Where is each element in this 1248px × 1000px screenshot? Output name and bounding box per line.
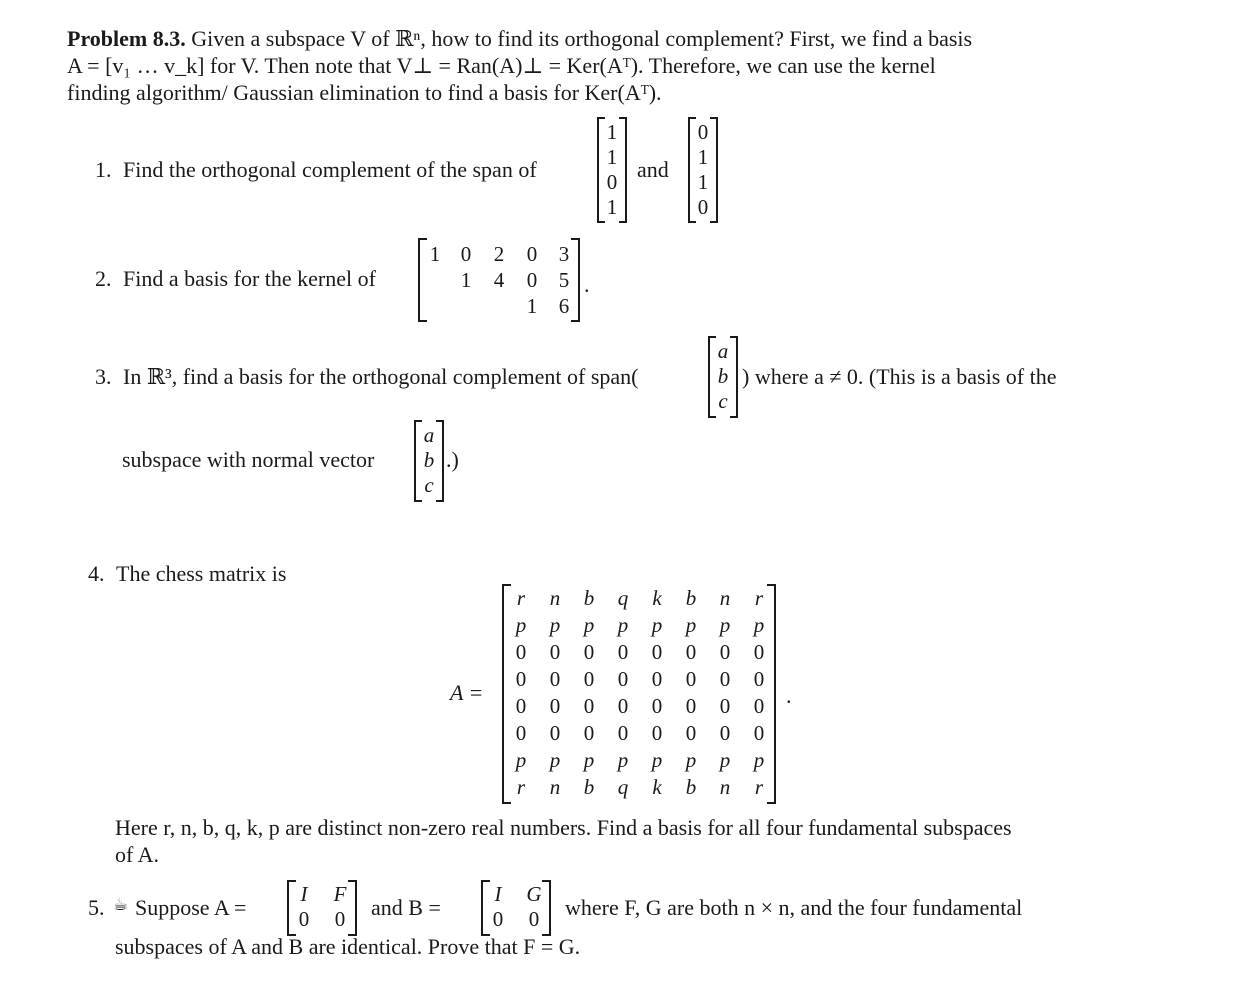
q2-number: 2. <box>95 266 112 291</box>
chess-matrix-cell: b <box>583 586 595 610</box>
chess-matrix-cell: 0 <box>719 694 731 718</box>
q2-cell: 2 <box>493 242 505 266</box>
q4-text: The chess matrix is <box>116 561 287 586</box>
chess-matrix-cell: 0 <box>753 694 765 718</box>
chess-matrix-cell: 0 <box>753 667 765 691</box>
q5-b-cell: G <box>526 882 542 906</box>
q3-normal-vector <box>414 420 444 502</box>
chess-matrix-cell: 0 <box>685 694 697 718</box>
q1-number: 1. <box>95 157 112 182</box>
chess-matrix-cell: r <box>516 586 526 610</box>
chess-matrix-cell: 0 <box>617 667 629 691</box>
q3-text-d: .) <box>446 447 459 472</box>
q1-v1-entry: 0 <box>606 170 618 194</box>
chess-matrix-cell: 0 <box>753 640 765 664</box>
q3-text-c: subspace with normal vector <box>122 447 375 472</box>
chess-matrix-cell: b <box>583 775 595 799</box>
q3-vec-entry: b <box>717 364 729 388</box>
chess-matrix-cell: 0 <box>549 694 561 718</box>
chess-matrix-cell: p <box>617 748 629 772</box>
q3-normal-entry: b <box>423 448 435 472</box>
chess-matrix-cell: 0 <box>515 667 527 691</box>
chess-matrix-cell: p <box>583 748 595 772</box>
chess-matrix-cell: 0 <box>549 640 561 664</box>
chess-matrix-cell: 0 <box>719 640 731 664</box>
q4-number: 4. <box>88 561 105 586</box>
q2-cell: 0 <box>460 242 472 266</box>
q5-b-cell: 0 <box>492 907 504 931</box>
chess-matrix-cell: 0 <box>651 640 663 664</box>
chess-matrix-cell: n <box>549 775 561 799</box>
chess-matrix-cell: q <box>617 775 629 799</box>
q5-a-cell: 0 <box>334 907 346 931</box>
chess-matrix-cell: p <box>719 748 731 772</box>
chess-matrix-cell: b <box>685 586 697 610</box>
chess-matrix-cell: p <box>651 613 663 637</box>
q5-and: and B = <box>371 895 441 920</box>
q3-text-a: In ℝ³, find a basis for the orthogonal complement of span( <box>123 364 639 389</box>
chess-matrix-cell: 0 <box>685 721 697 745</box>
chess-matrix-cell: 0 <box>685 667 697 691</box>
chess-matrix-cell: b <box>685 775 697 799</box>
chess-matrix-cell: 0 <box>753 721 765 745</box>
q5-b-cell: 0 <box>528 907 540 931</box>
q5-matrix-b <box>481 880 551 936</box>
chess-matrix-cell: 0 <box>651 721 663 745</box>
chess-matrix-cell: 0 <box>685 640 697 664</box>
chess-matrix-cell: 0 <box>515 640 527 664</box>
chess-matrix-cell: r <box>516 775 526 799</box>
chess-matrix-cell: 0 <box>719 721 731 745</box>
intro-line-1 <box>67 26 972 52</box>
chess-matrix-cell: p <box>549 613 561 637</box>
q2-cell: 4 <box>493 268 505 292</box>
q5-text-a: Suppose A = <box>135 895 247 920</box>
chess-matrix-cell: 0 <box>515 694 527 718</box>
chess-matrix-cell: r <box>754 586 764 610</box>
q5-b-cell: I <box>494 882 502 906</box>
chess-matrix-cell: 0 <box>549 667 561 691</box>
q2-cell: 1 <box>526 294 538 318</box>
q3-vec-entry: c <box>718 389 728 413</box>
q3-span-vector <box>708 336 738 418</box>
q2-cell: 6 <box>558 294 570 318</box>
q5-a-cell: I <box>300 882 308 906</box>
chess-matrix-cell: 0 <box>583 694 595 718</box>
chess-matrix-cell: p <box>515 748 527 772</box>
q1-vector-1 <box>597 117 627 223</box>
q1-v2-entry: 1 <box>697 170 709 194</box>
chess-matrix-cell: 0 <box>617 640 629 664</box>
chess-matrix-cell: 0 <box>549 721 561 745</box>
q2-matrix <box>418 238 580 322</box>
chess-matrix-cell: r <box>754 775 764 799</box>
q3-text-b: ) where a ≠ 0. (This is a basis of the <box>742 364 1057 389</box>
intro-text-1: Given a subspace V of ℝⁿ, how to find its orthogonal complement? First, we find a basis <box>191 26 973 51</box>
intro-line-3: finding algorithm/ Gaussian elimination to find a basis for Ker(Aᵀ). <box>67 80 662 105</box>
chess-matrix-cell: p <box>583 613 595 637</box>
q2-cell: 3 <box>558 242 570 266</box>
q5-a-cell: F <box>333 882 347 906</box>
q1-v2-entry: 1 <box>697 145 709 169</box>
chess-matrix-cell: p <box>753 748 765 772</box>
chess-matrix-cell: k <box>652 775 662 799</box>
chess-matrix-cell: p <box>549 748 561 772</box>
chess-matrix-cell: 0 <box>515 721 527 745</box>
chess-matrix-cell: 0 <box>583 721 595 745</box>
q4-after-2: of A. <box>115 842 159 867</box>
q4-lhs: A = <box>450 680 484 705</box>
problem-heading: Problem 8.3. <box>67 26 186 51</box>
chess-matrix-cell: p <box>719 613 731 637</box>
q4-period: . <box>786 683 792 708</box>
q1-v1-entry: 1 <box>606 195 618 219</box>
chess-matrix-cell: 0 <box>583 667 595 691</box>
q1-text: Find the orthogonal complement of the span of <box>123 157 537 182</box>
chess-matrix-cell: n <box>719 775 731 799</box>
q2-text: Find a basis for the kernel of <box>123 266 376 291</box>
chess-matrix-cell: 0 <box>719 667 731 691</box>
chess-matrix-cell: p <box>617 613 629 637</box>
chess-matrix-cell: n <box>719 586 731 610</box>
chess-matrix-cell: 0 <box>651 694 663 718</box>
chess-matrix-cell: 0 <box>583 640 595 664</box>
q1-and: and <box>637 157 669 182</box>
q5-text-b: where F, G are both n × n, and the four fundamental <box>565 895 1023 920</box>
q2-cell: 0 <box>526 268 538 292</box>
q5-a-cell: 0 <box>298 907 310 931</box>
q5-matrix-a <box>287 880 357 936</box>
q3-vec-entry: a <box>717 339 729 363</box>
chess-matrix-cell: p <box>753 613 765 637</box>
chess-matrix-cell: n <box>549 586 561 610</box>
q3-normal-entry: a <box>423 423 435 447</box>
q5-text-c: subspaces of A and B are identical. Prove that F = G. <box>115 934 581 959</box>
chess-matrix <box>502 584 776 804</box>
q3-normal-entry: c <box>424 473 434 497</box>
q2-cell: 1 <box>429 242 441 266</box>
chess-matrix-cell: 0 <box>617 694 629 718</box>
coffee-icon: ☕ <box>113 895 129 915</box>
chess-matrix-cell: q <box>617 586 629 610</box>
q2-period: . <box>584 272 590 297</box>
q1-vector-2 <box>688 117 718 223</box>
q2-cell: 0 <box>526 242 538 266</box>
chess-matrix-cell: k <box>652 586 662 610</box>
q1-v1-entry: 1 <box>606 120 618 144</box>
q1-v1-entry: 1 <box>606 145 618 169</box>
intro-line-2: A = [v₁ … v_k] for V. Then note that V⊥ = Ran(A)⊥ = Ker(Aᵀ). Therefore, we can use the kernel <box>67 53 936 78</box>
q2-cell: 5 <box>558 268 570 292</box>
q3-number: 3. <box>95 364 112 389</box>
chess-matrix-cell: p <box>685 613 697 637</box>
chess-matrix-cell: 0 <box>651 667 663 691</box>
chess-matrix-cell: p <box>685 748 697 772</box>
q4-after-1: Here r, n, b, q, k, p are distinct non-zero real numbers. Find a basis for all four fundamental subspaces <box>115 815 1012 840</box>
chess-matrix-cell: p <box>651 748 663 772</box>
q2-cell: 1 <box>460 268 472 292</box>
chess-matrix-cell: p <box>515 613 527 637</box>
chess-matrix-cell: 0 <box>617 721 629 745</box>
q5-number: 5. <box>88 895 105 920</box>
q1-v2-entry: 0 <box>697 120 709 144</box>
q1-v2-entry: 0 <box>697 195 709 219</box>
